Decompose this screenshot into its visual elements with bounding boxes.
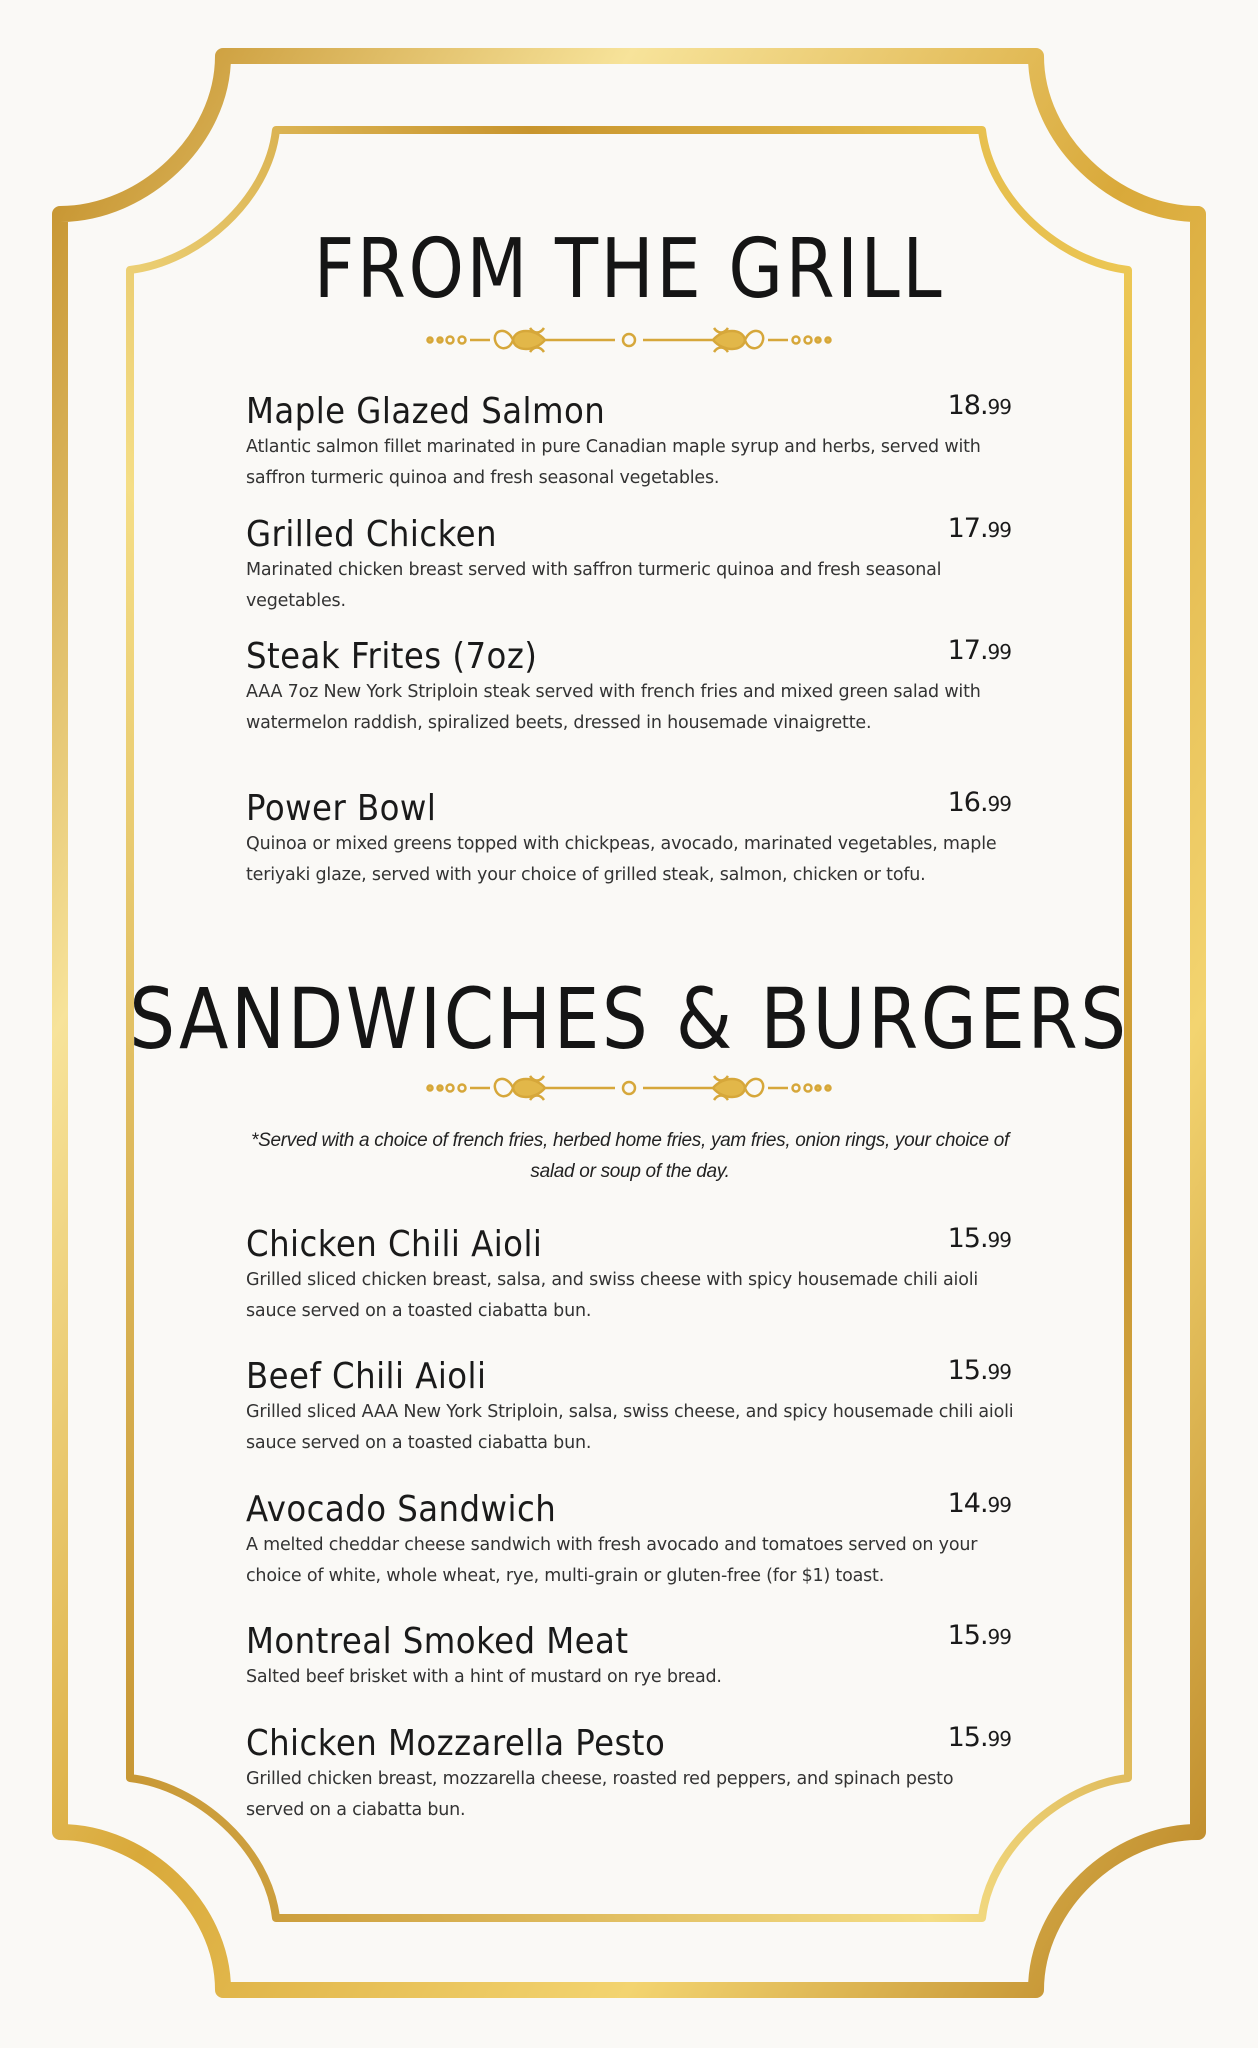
- item-name: Steak Frites (7oz): [246, 636, 538, 677]
- item-name: Montreal Smoked Meat: [246, 1621, 629, 1662]
- item-description: A melted cheddar cheese sandwich with fresh avocado and tomatoes served on your choice of white, whole wheat, rye, multi-grain or gluten-free (for $1) toast.: [246, 1535, 978, 1586]
- menu-item: [246, 787, 1016, 891]
- item-price: 18.99: [947, 390, 1011, 421]
- item-price: 15.99: [947, 1620, 1011, 1651]
- item-price: 14.99: [947, 1488, 1011, 1519]
- item-price: 15.99: [947, 1722, 1011, 1753]
- item-name: Avocado Sandwich: [246, 1489, 557, 1530]
- menu-item: [246, 513, 1016, 617]
- ornamental-divider: [0, 1068, 1258, 1108]
- section-title-from-the-grill: FROM THE GRILL: [313, 222, 945, 317]
- menu-item: [246, 1355, 1016, 1459]
- menu-item: [246, 1722, 1016, 1826]
- item-description: Grilled sliced chicken breast, salsa, and swiss cheese with spicy housemade chili aioli sauce served on a toasted ciabatta bun.: [246, 1270, 979, 1321]
- item-price: 17.99: [947, 513, 1011, 544]
- item-description: Salted beef brisket with a hint of mustard on rye bread.: [246, 1667, 722, 1687]
- item-price: 17.99: [947, 635, 1011, 666]
- item-description: Grilled sliced AAA New York Striploin, salsa, swiss cheese, and spicy housemade chili aioli sauce served on a toasted ciabatta bun.: [246, 1402, 1014, 1453]
- menu-item: [246, 390, 1016, 494]
- item-name: Beef Chili Aioli: [246, 1356, 487, 1397]
- item-name: Power Bowl: [246, 788, 437, 829]
- menu-item: [246, 635, 1016, 739]
- item-description: AAA 7oz New York Striploin steak served with french fries and mixed green salad with watermelon raddish, spiralized beets, dressed in housemade vinaigrette.: [246, 682, 981, 733]
- item-price: 15.99: [947, 1223, 1011, 1254]
- menu-item: [246, 1620, 1016, 1693]
- sides-note: *Served with a choice of french fries, herbed home fries, yam fries, onion rings, your choice of salad or soup of the day.: [251, 1130, 1009, 1182]
- item-description: Marinated chicken breast served with saffron turmeric quinoa and fresh seasonal vegetables.: [246, 560, 942, 611]
- item-price: 16.99: [947, 787, 1011, 818]
- item-name: Chicken Chili Aioli: [246, 1224, 543, 1265]
- item-description: Quinoa or mixed greens topped with chickpeas, avocado, marinated vegetables, maple teriyaki glaze, served with your choice of grilled steak, salmon, chicken or tofu.: [246, 834, 997, 885]
- item-name: Chicken Mozzarella Pesto: [246, 1723, 666, 1764]
- ornamental-divider: [0, 320, 1258, 360]
- item-name: Maple Glazed Salmon: [246, 391, 606, 432]
- item-name: Grilled Chicken: [246, 514, 498, 555]
- item-price: 15.99: [947, 1355, 1011, 1386]
- item-description: Atlantic salmon fillet marinated in pure Canadian maple syrup and herbs, served with saffron turmeric quinoa and fresh seasonal vegetables.: [246, 437, 981, 488]
- menu-item: [246, 1488, 1016, 1592]
- section-title-sandwiches-burgers: SANDWICHES & BURGERS: [129, 970, 1129, 1068]
- menu-item: [246, 1223, 1016, 1327]
- item-description: Grilled chicken breast, mozzarella cheese, roasted red peppers, and spinach pesto served on a ciabatta bun.: [246, 1769, 954, 1820]
